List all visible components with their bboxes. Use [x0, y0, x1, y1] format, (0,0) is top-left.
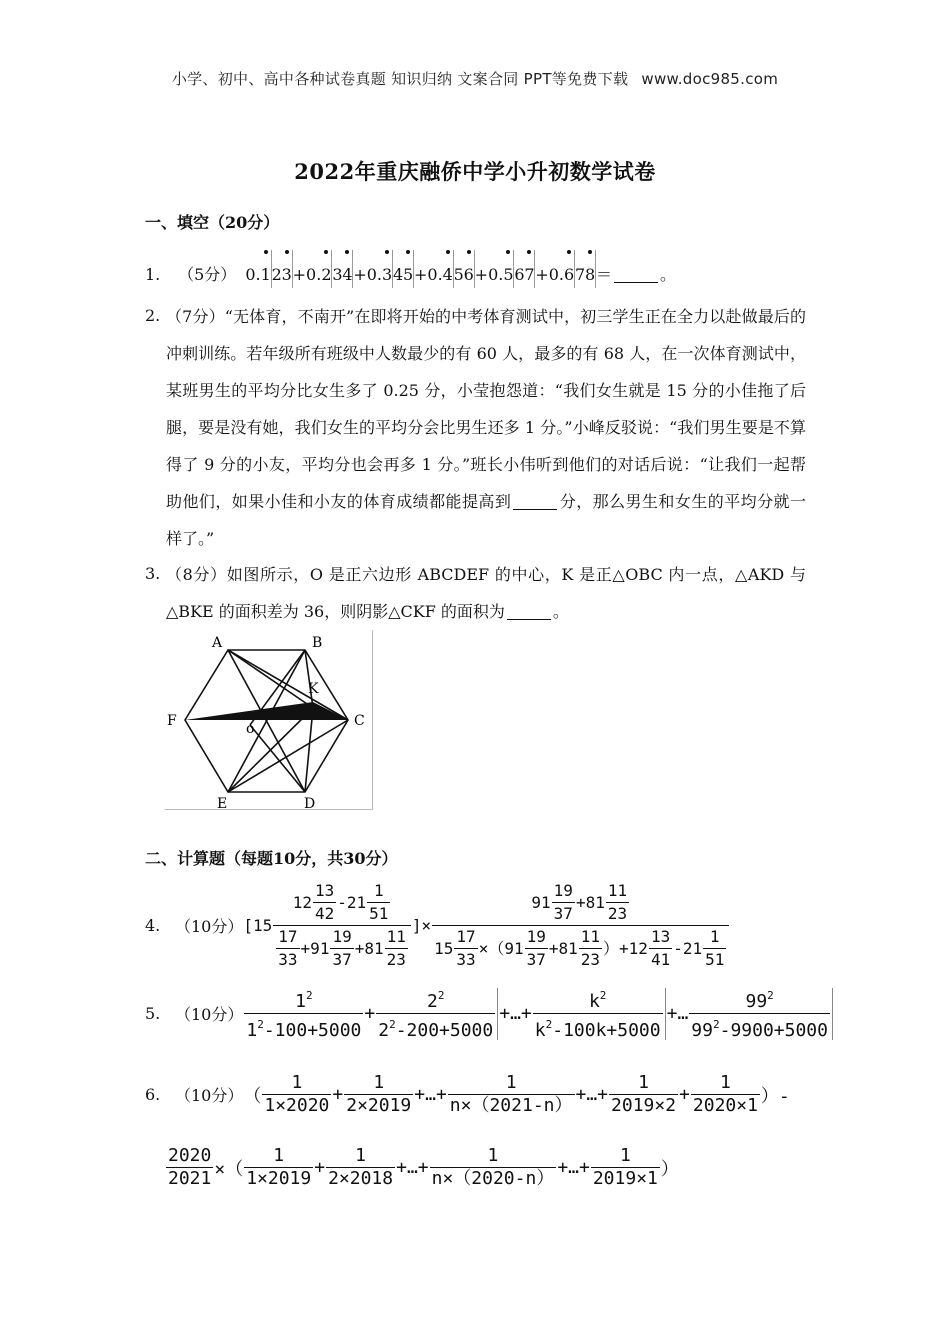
- q2-text: “无体育，不南开”在即将开始的中考体育测试中，初三学生正在全力以赴做最后的冲刺训练。若年级所有班级中人数最少的有 60 人，最多的有 68 人，在一次体育测试中，某班男生的平均分比女生多了 0.25 分，小莹抱怨道：“我们女生就是 15 分的小佳拖了后腿，要是没有她，我们女生的平均分会比男生还多 1 分。”小峰反驳说：“我们男生要是不算得了 9 分的小友，平均分也会再多 1 分。”班长小伟听到他们的对话后说：“让我们一起帮助他们，如果小佳和小友的体育成绩都能提高到: [166, 307, 806, 511]
- q4-right-big-fraction: 91 $\frac{19}{37}$ +81 $\frac{11}{23}$ 15 $\frac{17}{33}$ ×（91 $\frac{19}{37}$ +81 $\frac{11}{23}$ ）+12 $\frac{13}{41}$ -21 $\frac{1}{51}$: [432, 880, 729, 971]
- q5-term-2: $\frac{2^2}{2^2-200+5000}$: [378, 989, 494, 1041]
- q5-term-1: $\frac{1^2}{1^2-100+5000}$: [246, 989, 362, 1041]
- q1-score: （5分）: [178, 265, 237, 284]
- q1-repeating-decimal: 0.678: [549, 250, 596, 293]
- q1-equals: ＝: [596, 265, 613, 284]
- question-1: [145, 250, 676, 293]
- q3-answer-blank[interactable]: [507, 601, 551, 620]
- question-6-continued: [165, 1145, 679, 1190]
- q1-expression: [245, 265, 596, 284]
- section-calculation: 二、计算题（每题10分，共30分）: [145, 849, 398, 868]
- q5-term-2-denominator: $2^2-200+5000$: [378, 1018, 494, 1041]
- q4-left-big-fraction: 12 $\frac{13}{42}$ -21 $\frac{1}{51}$ $\frac{17}{33}$ +91 $\frac{19}{37}$ +81 $\frac{11}{23}$: [273, 880, 411, 971]
- q3-end: 。: [552, 602, 569, 621]
- q3-number: 3.: [145, 564, 161, 583]
- header-text: 小学、初中、高中各种试卷真题 知识归纳 文案合同 PPT等免费下载: [171, 70, 629, 88]
- q2-answer-blank[interactable]: [513, 491, 557, 510]
- q1-repeating-decimal: 0.234: [306, 250, 353, 293]
- q5-term-k: $\frac{k^2}{k^2-100k+5000}$: [534, 989, 661, 1041]
- q3-text: 如图所示，O 是正六边形 ABCDEF 的中心，K 是正△OBC 内一点，△AKD 与△BKE 的面积差为 36，则阴影△CKF 的面积为: [166, 565, 806, 621]
- label-c: C: [354, 713, 365, 729]
- q1-repeating-decimal: 0.345: [367, 250, 414, 293]
- header-site[interactable]: www.doc985.com: [641, 70, 779, 88]
- q1-repeating-decimal: 0.123: [245, 250, 292, 293]
- label-f: F: [167, 713, 177, 729]
- q1-repeating-decimal: 0.456: [427, 250, 474, 293]
- q3-score: （8分）: [166, 565, 227, 584]
- q4-tl-b: -21: [337, 892, 367, 912]
- q4-number: 4.: [145, 916, 161, 935]
- question-3: [166, 556, 806, 630]
- question-4: [145, 880, 730, 971]
- q1-plus: +: [413, 265, 428, 284]
- q5-term-99: $\frac{99^2}{99^2-9900+5000}$: [691, 989, 828, 1041]
- q4-times: ]×: [411, 916, 432, 935]
- label-b: B: [312, 635, 323, 651]
- question-6: [145, 1072, 790, 1117]
- q6-expression-1: （ $\frac{1}{1\times 2020}$ + $\frac{1}{2\times 2019}$ +…+ $\frac{1}{n\times(2021-n)}$ +…+ $\frac{1}{2019\times 2}$ + $\frac{1}{2020\times 1}$ ）-: [243, 1072, 790, 1116]
- q1-plus: +: [353, 265, 367, 284]
- q5-term-99-denominator: $99^2-9900+5000$: [691, 1018, 828, 1041]
- q5-score: （10分）: [175, 1005, 244, 1024]
- q1-answer-blank[interactable]: [614, 264, 658, 283]
- q6-score: （10分）: [175, 1086, 244, 1105]
- exam-title: 2022年重庆融侨中学小升初数学试卷: [294, 159, 656, 184]
- q2-score: （7分）: [166, 307, 225, 326]
- page-header: [0, 68, 950, 89]
- question-5: [145, 985, 834, 1042]
- label-e: E: [217, 796, 228, 810]
- q1-end: 。: [660, 265, 677, 284]
- q2-text-after: 分，那么男生和女生的平均分就一样了。”: [166, 492, 806, 548]
- label-o: o: [246, 721, 255, 737]
- q5-number: 5.: [145, 1004, 161, 1023]
- q1-plus: +: [292, 265, 307, 284]
- q4-expression: [243, 880, 730, 971]
- q2-number: 2.: [145, 306, 161, 325]
- q5-expression: $\frac{1^2}{1^2-100+5000}$ + $\frac{2^2}{2^2-200+5000}$ +…+ $\frac{k^2}{k^2-100k+5000}$ +… $\frac{99^2}{99^2-9900+5000}$: [243, 985, 834, 1042]
- q6-expression-2: $\frac{2020}{2021}$ ×（ $\frac{1}{1\times 2019}$ + $\frac{1}{2\times 2018}$ +…+ $\frac{1}{n\times(2020-n)}$ +…+ $\frac{1}{2019\times 1}$ ）: [168, 1145, 679, 1189]
- q1-plus: +: [474, 265, 489, 284]
- section-fill-in: 一、填空（20分）: [145, 213, 280, 232]
- q5-term-1-denominator: $1^2-100+5000$: [246, 1018, 362, 1041]
- figure-frame: [165, 630, 373, 810]
- label-a: A: [212, 635, 223, 651]
- label-k: K: [308, 681, 319, 697]
- q1-repeating-decimal: 0.567: [488, 250, 535, 293]
- q5-term-k-denominator: $k^2-100k+5000$: [534, 1018, 661, 1041]
- hexagon-figure: [165, 630, 373, 810]
- q4-open: [15: [243, 916, 273, 935]
- label-d: D: [304, 796, 316, 810]
- q4-tl-a: 12: [292, 892, 312, 912]
- q1-plus: +: [535, 265, 549, 284]
- q6-number: 6.: [145, 1085, 161, 1104]
- q4-score: （10分）: [175, 917, 244, 936]
- q1-number: 1.: [145, 265, 161, 284]
- question-2: [166, 298, 806, 557]
